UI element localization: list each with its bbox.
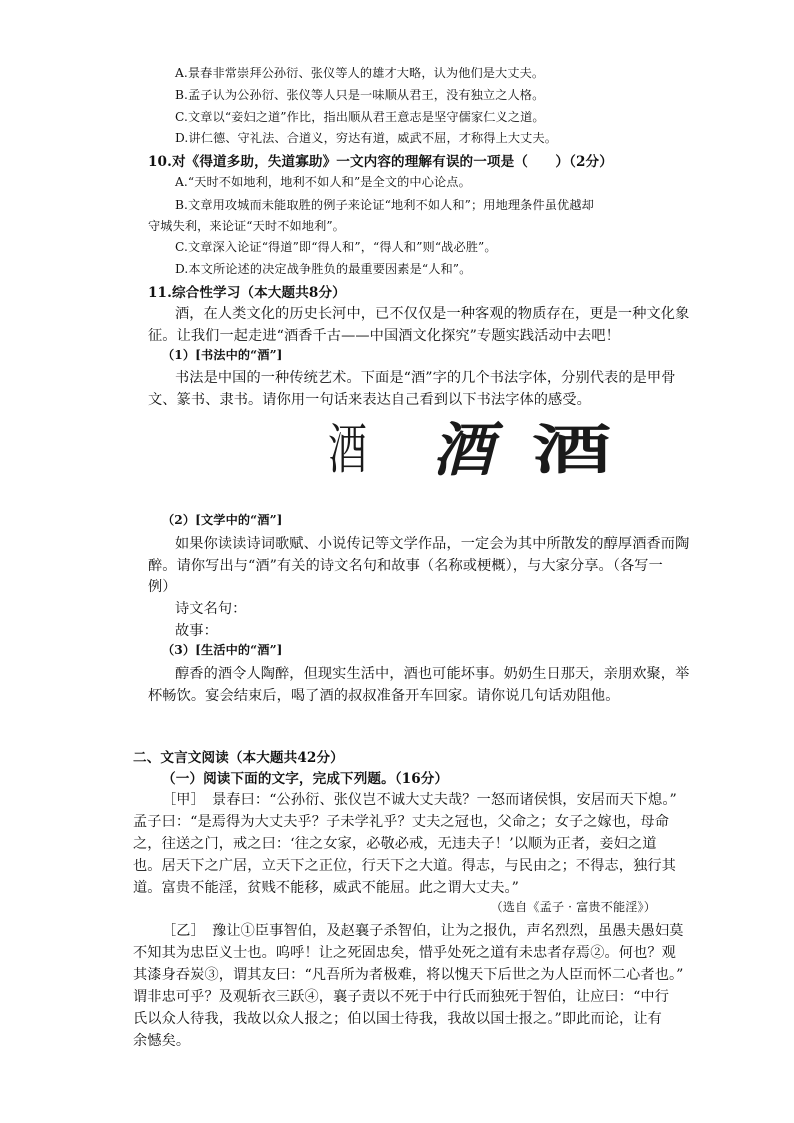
jia-source: （选自《孟子 · 富贵不能淫》） (490, 900, 656, 914)
q9-option-b: B.孟子认为公孙衍、张仪等人只是一味顺从君王，没有独立之人格。 (175, 88, 545, 102)
q11-poem-label: 诗文名句： (175, 601, 247, 617)
q10-option-a: A.“天时不如地利，地利不如人和”是全文的中心论点。 (175, 175, 471, 189)
jia-line3: 之，往送之门，戒之曰：‘往之女家，必敬必戒，无违夫子！’以顺为正者，妾妇之道 (133, 836, 657, 852)
q11-intro-line1: 酒，在人类文化的历史长河中，已不仅仅是一种客观的物质存在，更是一种文化象 (175, 306, 690, 322)
q11-story-label: 故事： (175, 623, 218, 639)
q10-option-d: D.本文所论述的决定战争胜负的最重要因素是“人和”。 (175, 262, 472, 276)
q10-stem: 10.对《得道多助，失道寡助》一文内容的理解有误的一项是（ ）（2分） (148, 154, 613, 170)
q11-part1-line1: 书法是中国的一种传统艺术。下面是“酒”字的几个书法字体，分别代表的是甲骨 (175, 370, 676, 386)
yi-line5: 氏以众人待我，我故以众人报之；伯以国士待我，我故以国士报之。”即此而论，让有 (133, 1011, 662, 1027)
q10-option-b: B.文章用攻城而未能取胜的例子来论证“地利不如人和”；用地理条件虽优越却 (175, 198, 594, 212)
q9-option-c: C.文章以“妾妇之道”作比，指出顺从君王意志是坚守儒家仁义之道。 (175, 110, 545, 124)
section2-title: 二、文言文阅读（本大题共42分） (133, 750, 344, 766)
q11-stem: 11.综合性学习（本大题共8分） (148, 285, 346, 301)
jia-line5: 道。富贵不能淫，贫贱不能移，威武不能屈。此之谓大丈夫。” (133, 880, 520, 896)
yi-line4: 谓非忠可乎？及观斩衣三跃④，襄子责以不死于中行氏而独死于智伯，让应曰：“中行 (133, 989, 669, 1005)
q11-part2-line1: 如果你读读诗词歌赋、小说传记等文学作品，一定会为其中所散发的醇厚酒香而陶 (175, 536, 690, 552)
q9-option-d: D.讲仁德、守礼法、合道义，穷达有道，威武不屈，才称得上大丈夫。 (175, 131, 558, 145)
calligraphy-seal-script: 酒 (432, 416, 493, 484)
q11-part1-title: （1）[书法中的“酒”] (162, 348, 283, 362)
jia-line4: 也。居天下之广居，立天下之正位，行天下之大道。得志，与民由之；不得志，独行其 (133, 858, 676, 874)
q11-part3-line1: 醇香的酒令人陶醉，但现实生活中，酒也可能坏事。奶奶生日那天，亲朋欢聚，举 (175, 666, 690, 682)
yi-line2: 不知其为忠臣义士也。呜呼！让之死固忠矣，惜乎处死之道有未忠者存焉②。何也？观 (133, 945, 676, 961)
jia-line2: 孟子曰：“是焉得为大丈夫乎？子未学礼乎？丈夫之冠也，父命之；女子之嫁也，母命 (133, 814, 669, 830)
q11-part2-title: （2）[文学中的“酒”] (162, 513, 283, 527)
section2-subtitle: （一）阅读下面的文字，完成下列题。（16分） (162, 771, 449, 787)
yi-line3: 其漆身吞炭③，谓其友曰：“凡吾所为者极难，将以愧天下后世之为人臣而怀二心者也。” (133, 967, 684, 983)
q11-intro-line2: 征。让我们一起走进“酒香千古——中国酒文化探究”专题实践活动中去吧！ (148, 328, 620, 344)
yi-line1: ［乙］ 豫让①臣事智伯，及赵襄子杀智伯，让为之报仇，声名烈烈，虽愚夫愚妇莫 (162, 923, 684, 939)
q11-part3-line2: 杯畅饮。宴会结束后，喝了酒的叔叔准备开车回家。请你说几句话劝阻他。 (148, 688, 620, 704)
q11-part2-line2: 醉。请你写出与“酒”有关的诗文名句和故事（名称或梗概），与大家分享。（各写一 (148, 558, 663, 574)
calligraphy-clerical-script: 酒 (532, 418, 612, 481)
calligraphy-oracle-bone: 酒 (328, 418, 367, 481)
q10-option-b-cont: 守城失利，来论证“天时不如地利”。 (148, 219, 345, 233)
jia-line1: ［甲］ 景春曰：“公孙衍、张仪岂不诚大丈夫哉？一怒而诸侯惧，安居而天下熄。” (162, 792, 677, 808)
q10-option-c: C.文章深入论证“得道”即“得人和”，“得人和”则“战必胜”。 (175, 240, 497, 254)
q11-part1-line2: 文、篆书、隶书。请你用一句话来表达自己看到以下书法字体的感受。 (148, 392, 591, 408)
yi-line6: 余憾矣。 (133, 1033, 191, 1049)
q11-part2-line3: 例） (148, 579, 177, 595)
q11-part3-title: （3）[生活中的“酒”] (162, 643, 283, 657)
q9-option-a: A.景春非常崇拜公孙衍、张仪等人的雄才大略，认为他们是大丈夫。 (175, 66, 545, 80)
